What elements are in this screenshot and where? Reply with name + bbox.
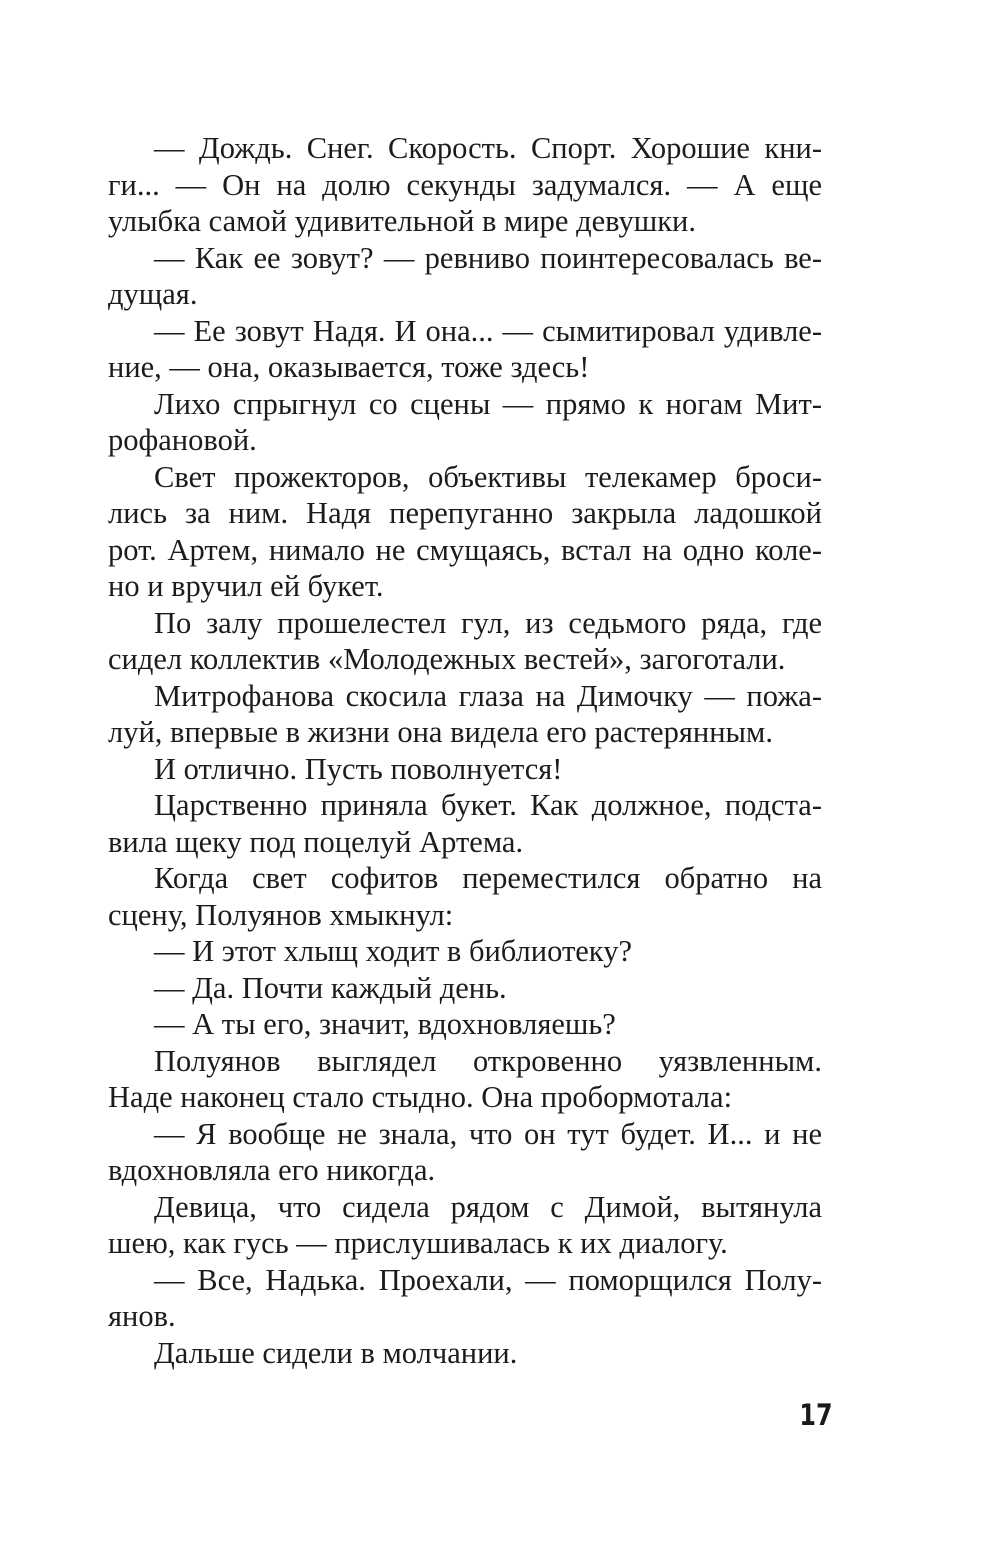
text-line: Когда свет софитов переместился обратно на xyxy=(154,861,822,895)
text-line: И отлично. Пусть поволнуется! xyxy=(154,751,563,786)
text-line: но и вручил ей букет. xyxy=(108,569,384,603)
text-line: — А ты его, значит, вдохновляешь? xyxy=(154,1007,616,1041)
text-line: улыбка самой удивительной в мире девушки. xyxy=(108,204,696,238)
text-line: рофановой. xyxy=(108,423,257,457)
text-line: Митрофанова скосила глаза на Димочку — пожа- xyxy=(154,678,822,713)
text-line: — Ее зовут Надя. И она... — сымитировал удивле- xyxy=(154,313,822,348)
text-line: — И этот хлыщ ходит в библиотеку? xyxy=(154,934,632,968)
text-line: янов. xyxy=(108,1299,176,1333)
body-text xyxy=(108,130,822,1371)
text-line: лись за ним. Надя перепуганно закрыла ладошкой xyxy=(108,496,822,530)
text-line: сцену, Полуянов хмыкнул: xyxy=(108,897,454,932)
text-line: — Как ее зовут? — ревниво поинтересовалась ве- xyxy=(154,240,822,275)
text-line: — Дождь. Снег. Скорость. Спорт. Хорошие кни- xyxy=(154,131,822,165)
text-line: ние, — она, оказывается, тоже здесь! xyxy=(108,350,590,384)
text-line: Девица, что сидела рядом с Димой, вытянула xyxy=(154,1189,822,1224)
text-line: дущая. xyxy=(108,277,198,311)
text-line: рот. Артем, нимало не смущаясь, встал на одно коле- xyxy=(108,532,822,567)
text-line: Наде наконец стало стыдно. Она пробормотала: xyxy=(108,1080,733,1114)
page-number: 17 xyxy=(799,1398,833,1432)
text-line: вила щеку под поцелуй Артема. xyxy=(108,824,524,859)
text-line: По залу прошелестел гул, из седьмого ряда, где xyxy=(154,605,822,640)
text-line: шею, как гусь — прислушивалась к их диалогу. xyxy=(108,1226,728,1260)
text-line: сидел коллектив «Молодежных вестей», загоготали. xyxy=(108,642,786,676)
text-line: — Я вообще не знала, что он тут будет. И... и не xyxy=(154,1116,822,1151)
text-line: Царственно приняла букет. Как должное, подста- xyxy=(154,788,822,822)
text-line: — Да. Почти каждый день. xyxy=(154,970,507,1005)
text-line: Полуянов выглядел откровенно уязвленным. xyxy=(154,1043,822,1078)
text-line: Дальше сидели в молчании. xyxy=(154,1335,518,1370)
text-line: Свет прожекторов, объективы телекамер броси- xyxy=(154,459,822,494)
text-line: луй, впервые в жизни она видела его растерянным. xyxy=(108,715,773,749)
text-line: вдохновляла его никогда. xyxy=(108,1153,436,1187)
text-line: — Все, Надька. Проехали, — поморщился Полу- xyxy=(154,1262,822,1297)
text-line: ги... — Он на долю секунды задумался. — А еще xyxy=(108,167,822,202)
text-line: Лихо спрыгнул со сцены — прямо к ногам Мит- xyxy=(154,386,822,421)
